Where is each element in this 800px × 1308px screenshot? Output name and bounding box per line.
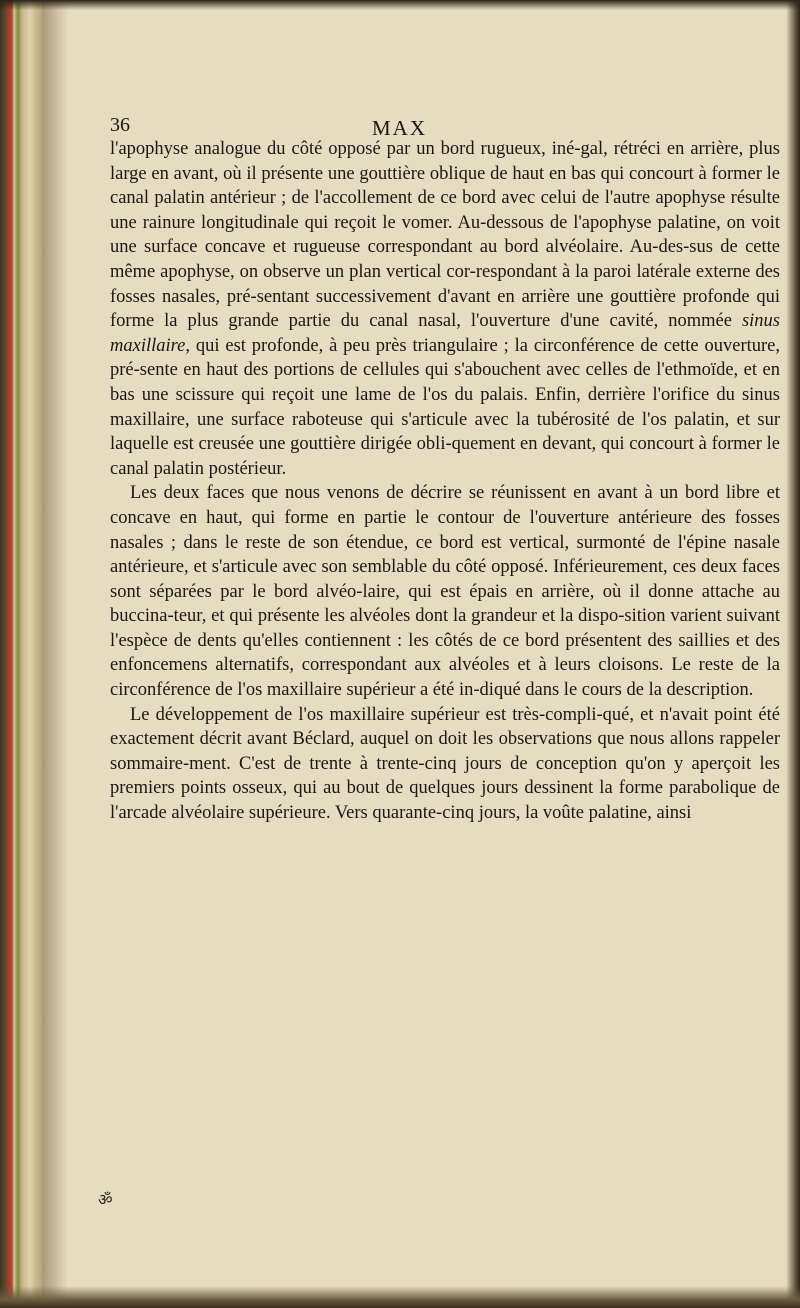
paragraph [110,703,780,826]
page-number: 36 [110,114,130,136]
page-right-edge [786,0,800,1308]
page-bottom-edge [0,1286,800,1308]
body-text [110,137,780,826]
text-segment: , qui est profonde, à peu près triangulaire ; la circonférence de cette ouverture, pré-sente en haut des portions de cellules qui s'abouchent avec celles de l'ethmoïde, et en bas une scissure qui reçoit une lame de l'os du palais. Enfin, derrière l'orifice du sinus maxillaire, une surface raboteuse qui s'articule avec la tubérosité de l'os palatin, et sur laquelle est creusée une gouttière dirigée obli-quement en devant, qui concourt à former le canal palatin postérieur. [110,335,780,479]
page-top-edge [0,0,800,10]
book-binding-edge [0,0,42,1308]
paragraph [110,137,780,481]
text-segment: Le développement de l'os maxillaire supérieur est très-compli-qué, et n'avait point été exactement décrit avant Béclard, auquel on doit les observations que nous allons rappeler sommaire-ment. C'est de trente à trente-cinq jours de conception qu'on y aperçoit les premiers points osseux, qui au bout de quelques jours dessinent la forme parabolique de l'arcade alvéolaire supérieure. Vers quarante-cinq jours, la voûte palatine, ainsi [110,704,780,824]
italic-term: sinus maxillaire [110,311,780,356]
text-segment: Les deux faces que nous venons de décrire se réunissent en avant à un bord libre et concave en haut, qui forme en partie le contour de l'ouverture antérieure des fosses nasales ; dans le reste de son étendue, ce bord est vertical, surmonté de l'épine nasale antérieure, et s'articule avec son semblable du côté opposé. Inférieurement, ces deux faces sont séparées par le bord alvéo-laire, qui est épais en arrière, où il donne attache au buccina-teur, et qui présente les alvéoles dont la grandeur et la dispo-sition varient suivant l'espèce de dents qu'elles contiennent : les côtés de ce bord présentent des saillies et des enfoncemens alternatifs, correspondant aux alvéoles et à leurs cloisons. Le reste de la circonférence de l'os maxillaire supérieur a été in-diqué dans le cours de la description. [110,483,780,701]
margin-mark: ॐ [98,1190,113,1209]
text-segment: l'apophyse analogue du côté opposé par un bord rugueux, iné-gal, rétréci en arrière, plus large en avant, où il présente une gouttière oblique de haut en bas qui concourt à former le canal palatin antérieur ; de l'accollement de ce bord avec celui de l'autre apophyse résulte une rainure longitudinale qui reçoit le vomer. Au-dessous de l'apophyse palatine, on voit une surface concave et rugueuse correspondant au bord alvéolaire. Au-des-sus de cette même apophyse, on observe un plan vertical cor-respondant à la paroi latérale externe des fosses nasales, pré-sentant successivement d'avant en arrière une gouttière profonde qui forme la plus grande partie du canal nasal, l'ouverture d'une cavité, nommée [110,139,780,332]
gutter-shadow [42,0,68,1308]
paragraph [110,481,780,702]
running-head: MAX [372,116,428,140]
